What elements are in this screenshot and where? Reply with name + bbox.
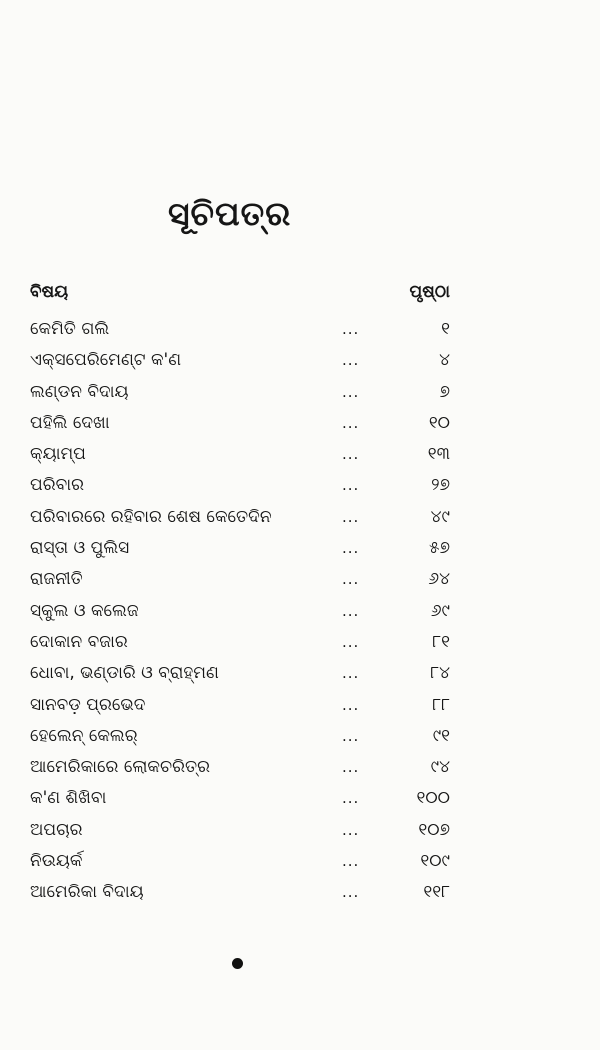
entry-title: ଆମେରିକାରେ ଲୋକଚରିତ୍ର [30,757,210,778]
toc-header [30,282,450,310]
entry-page-number: ୮୧ [432,631,450,652]
leader-dots: ... [342,351,360,370]
toc-entry [30,502,450,533]
entry-page-number: ୧୦ [428,412,450,433]
entry-page-number: ୭ [439,381,450,402]
leader-dots: ... [342,382,360,401]
leader-dots: ... [342,507,360,526]
leader-dots: ... [342,413,360,432]
toc-entry [30,721,450,752]
entry-page-number: ୫୭ [428,538,450,559]
table-of-contents [30,314,450,909]
entry-title: ହେଲେନ୍ କେଲର୍ [30,725,138,746]
toc-entry [30,533,450,564]
leader-dots: ... [342,852,360,871]
entry-page-number: ୧ [441,319,450,339]
entry-title: ନିଉୟର୍କ [30,851,83,872]
entry-title: ପହିଲି ଦେଖା [30,412,110,433]
toc-entry [30,377,450,408]
entry-page-number: ୪ [439,350,450,371]
entry-page-number: ୧୩ [427,444,450,465]
entry-page-number: ୧୦୦ [416,788,450,809]
entry-title: କେମିତି ଗଲି [30,319,110,339]
entry-page-number: ୨୭ [431,475,450,496]
toc-entry [30,783,450,814]
toc-entry [30,815,450,846]
toc-entry [30,752,450,783]
toc-entry [30,345,450,376]
entry-title: କ୍ୟାମ୍ପ [30,444,86,465]
leader-dots: ... [342,726,360,745]
toc-entry [30,470,450,501]
entry-page-number: ୧୦୭ [418,819,450,840]
entry-page-number: ୧୦୯ [420,851,450,872]
toc-entry [30,846,450,877]
entry-title: ଅପଚାର [30,819,83,840]
leader-dots: ... [342,476,360,495]
entry-page-number: ୮୮ [432,694,450,715]
entry-title: ରାଜନୀତି [30,569,83,590]
entry-page-number: ୯୪ [430,757,450,778]
entry-title: ଏକ୍ସପେରିମେଣ୍ଟ କ'ଣ [30,350,182,371]
entry-page-number: ୯୧ [432,725,450,746]
entry-title: ଲଣ୍ଡନ ବିଦାୟ [30,381,129,402]
entry-title: ଆମେରିକା ବିଦାୟ [30,882,144,903]
bullet-ornament [232,958,243,969]
toc-entry [30,627,450,658]
leader-dots: ... [342,539,360,558]
entry-page-number: ୮୪ [430,663,450,684]
subject-column-label: ବିଷୟ [30,282,69,302]
entry-title: ରାସ୍ତା ଓ ପୁଲିସ [30,538,130,559]
leader-dots: ... [342,695,360,714]
leader-dots: ... [342,758,360,777]
entry-title: ସ୍କୁଲ ଓ କଲେଜ [30,600,139,621]
toc-entry [30,564,450,595]
leader-dots: ... [342,570,360,589]
toc-entry [30,314,450,345]
leader-dots: ... [342,632,360,651]
entry-title: ପରିବାରରେ ରହିବାର ଶେଷ କେତେଦିନ [30,506,272,527]
entry-title: ଦୋକାନ ବଜାର [30,631,128,652]
entry-page-number: ୧୧୮ [423,882,450,903]
leader-dots: ... [342,820,360,839]
leader-dots: ... [342,320,360,338]
toc-entry [30,408,450,439]
toc-entry [30,596,450,627]
entry-title: ସାନବଡ଼ ପ୍ରଭେଦ [30,694,146,715]
entry-title: କ'ଣ ଶିଖିବା [30,788,107,809]
leader-dots: ... [342,789,360,808]
leader-dots: ... [342,445,360,464]
leader-dots: ... [342,601,360,620]
toc-entry [30,877,450,908]
entry-page-number: ୬୯ [430,600,450,621]
toc-entry [30,658,450,689]
entry-page-number: ୬୪ [428,569,450,590]
entry-title: ଧୋବା, ଭଣ୍ଡାରି ଓ ବ୍ରାହ୍ମଣ [30,663,219,684]
entry-page-number: ୪୯ [430,506,450,527]
leader-dots: ... [342,883,360,902]
toc-entry [30,690,450,721]
entry-title: ପରିବାର [30,475,84,496]
toc-entry [30,439,450,470]
page-column-label: ପୃଷ୍ଠା [409,282,450,302]
page-title: ସୂଚିପତ୍ର [168,194,292,233]
leader-dots: ... [342,664,360,683]
